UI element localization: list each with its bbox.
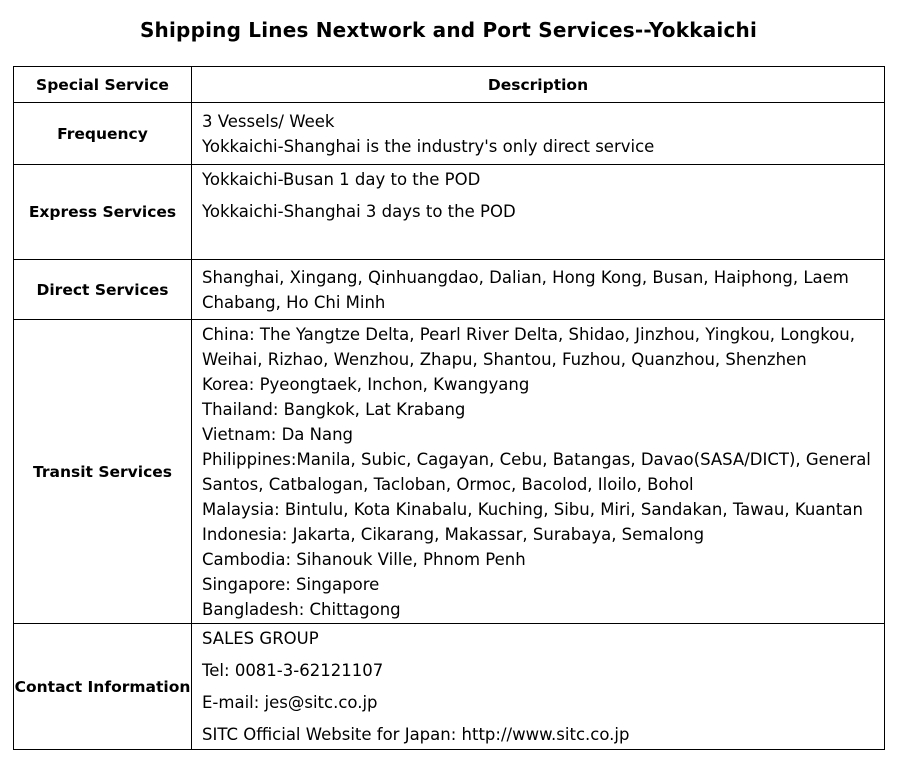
description-line: Tel: 0081-3-62121107 [202, 661, 384, 680]
table-row-express-services [14, 165, 885, 260]
description-line: Singapore: Singapore [202, 574, 380, 594]
description-line: SALES GROUP [202, 629, 319, 648]
description-line: Vietnam: Da Nang [202, 424, 354, 444]
description-line: Cambodia: Sihanouk Ville, Phnom Penh [202, 549, 526, 569]
row-label-transit-services: Transit Services [14, 320, 192, 624]
row-description-express-services [192, 165, 885, 260]
table-row-frequency [14, 103, 885, 165]
description-line: Yokkaichi-Shanghai 3 days to the POD [202, 202, 516, 221]
row-description-direct-services [192, 260, 885, 320]
table-row-contact-information [14, 624, 885, 750]
description-line: China: The Yangtze Delta, Pearl River Delta, Shidao, Jinzhou, Yingkou, Longkou, Weihai, Rizhao, Wenzhou, Zhapu, Shantou, Fuzhou, Quanzhou, Shenzhen [202, 324, 855, 369]
description-line: Malaysia: Bintulu, Kota Kinabalu, Kuching, Sibu, Miri, Sandakan, Tawau, Kuantan [202, 499, 863, 519]
row-description-transit-services [192, 320, 885, 624]
description-line: E-mail: jes@sitc.co.jp [202, 693, 378, 712]
description-line: Korea: Pyeongtaek, Inchon, Kwangyang [202, 374, 530, 394]
row-label-contact-information: Contact Information [14, 624, 192, 750]
description-line: Yokkaichi-Shanghai is the industry's only direct service [202, 136, 655, 156]
description-line: 3 Vessels/ Week [202, 111, 335, 131]
description-line: Thailand: Bangkok, Lat Krabang [202, 399, 466, 419]
table-row-direct-services [14, 260, 885, 320]
row-description-frequency [192, 103, 885, 165]
row-label-frequency: Frequency [14, 103, 192, 165]
description-line: Indonesia: Jakarta, Cikarang, Makassar, Surabaya, Semalong [202, 524, 705, 544]
description-line: Shanghai, Xingang, Qinhuangdao, Dalian, Hong Kong, Busan, Haiphong, Laem Chabang, Ho Chi Minh [202, 267, 849, 312]
table-header-row [14, 67, 885, 103]
table-row-transit-services [14, 320, 885, 624]
description-line: Yokkaichi-Busan 1 day to the POD [202, 170, 481, 189]
header-description: Description [192, 67, 885, 103]
header-special-service: Special Service [14, 67, 192, 103]
description-line: Philippines:Manila, Subic, Cagayan, Cebu, Batangas, Davao(SASA/DICT), General Santos, Catbalogan, Tacloban, Ormoc, Bacolod, Iloilo, Bohol [202, 449, 871, 494]
row-label-direct-services: Direct Services [14, 260, 192, 320]
row-label-express-services: Express Services [14, 165, 192, 260]
description-line: SITC Official Website for Japan: http://www.sitc.co.jp [202, 725, 630, 744]
row-description-contact-information [192, 624, 885, 750]
page-title: Shipping Lines Nextwork and Port Services--Yokkaichi [139, 18, 758, 42]
services-table [13, 66, 885, 750]
description-line: Bangladesh: Chittagong [202, 599, 401, 619]
